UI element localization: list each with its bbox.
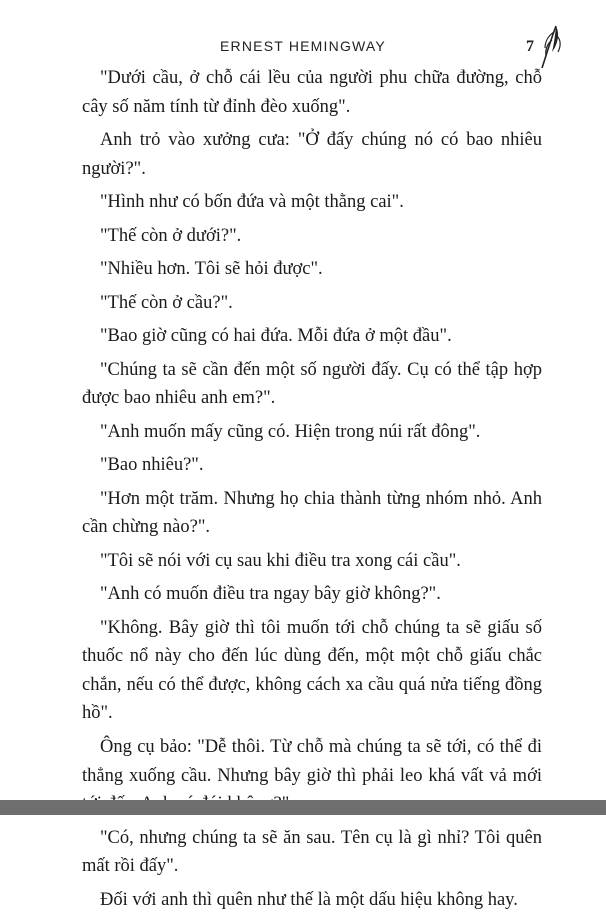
paragraph: "Tôi sẽ nói với cụ sau khi điều tra xong cái cầu". [100,550,461,571]
paragraph: "Thế còn ở cầu?". [100,292,233,313]
paragraph: "Anh muốn mấy cũng có. Hiện trong núi rất đông". [100,421,481,442]
paragraph: "Chúng ta sẽ cần đến một số người đấy. Cụ có thể tập hợp được bao nhiêu anh em?". [82,359,542,409]
paragraph: "Hình như có bốn đứa và một thằng cai". [100,192,404,213]
paragraph: "Thế còn ở dưới?". [100,225,242,246]
paragraph: "Bao nhiêu?". [100,455,204,476]
paragraph: Ông cụ bảo: "Dễ thôi. Từ chỗ mà chúng ta sẽ tới, có thể đi thẳng xuống cầu. Nhưng bây giờ thì phải leo khá vất vả mới [82,736,542,786]
page-number: 7 [526,38,534,55]
running-header: ERNEST HEMINGWAY [220,38,386,54]
paragraph: "Có, nhưng chúng ta sẽ ăn sau. Tên cụ là gì nhỉ? Tôi quên mất rồi đấy". [82,827,542,877]
paragraph: "Không. Bây giờ thì tôi muốn tới chỗ chúng ta sẽ giấu số thuốc nổ này cho đến lúc dùng đến, một một chỗ giấu chắc chắn, nếu có thể được, không cách xa cầu quá nửa tiếng đồng hồ". [82,617,542,724]
paragraph: "Hơn một trăm. Nhưng họ chia thành từng nhóm nhỏ. Anh cần chừng nào?". [82,488,542,538]
bottom-scan-edge [0,800,606,815]
body-text [82,64,542,919]
paragraph: "Anh có muốn điều tra ngay bây giờ không?". [100,584,441,605]
paragraph: Anh trỏ vào xưởng cưa: "Ở đấy chúng nó có bao nhiêu người?". [82,130,542,179]
paragraph: "Bao giờ cũng có hai đứa. Mỗi đứa ở một đầu". [100,326,452,347]
paragraph: "Nhiều hơn. Tôi sẽ hỏi được". [100,259,323,280]
paragraph: Đối với anh thì quên như thế là một dấu hiệu không hay. [100,889,518,910]
paragraph: "Dưới cầu, ở chỗ cái lều của người phu chữa đường, chỗ cây số năm tính từ đỉnh đèo xuống". [82,68,542,117]
feather-quill-icon [536,22,562,70]
